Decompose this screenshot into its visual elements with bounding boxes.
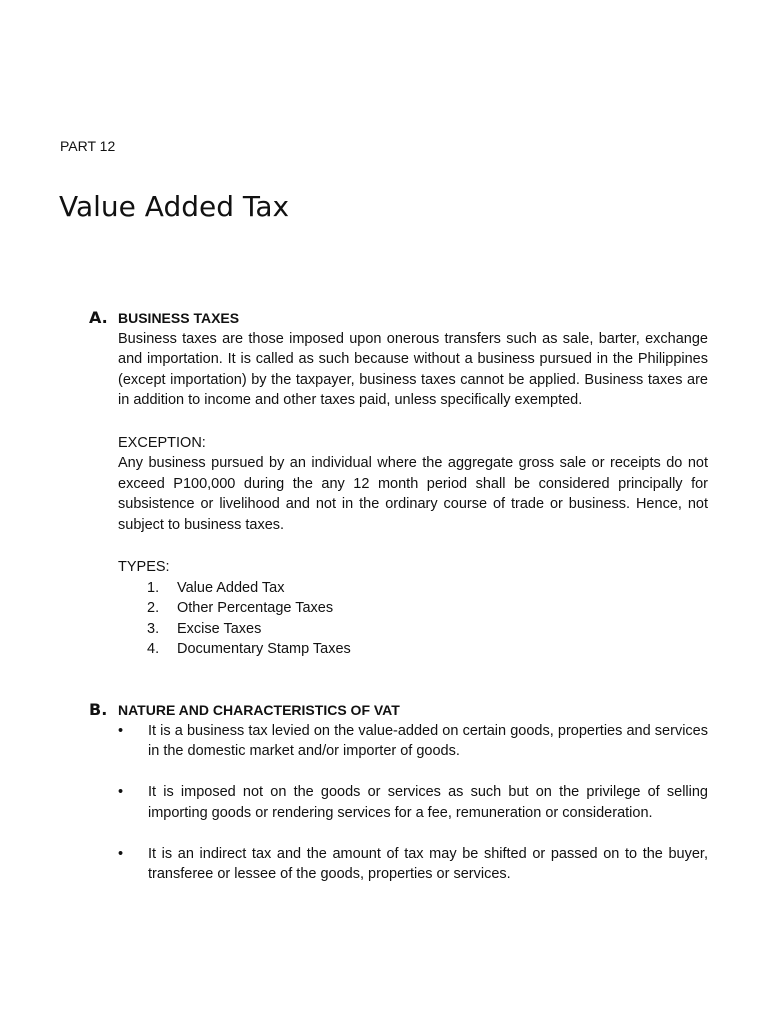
part-label: PART 12 — [60, 138, 116, 154]
list-item — [118, 782, 708, 823]
list-item — [118, 598, 708, 619]
business-taxes-paragraph: Business taxes are those imposed upon onerous transfers such as sale, barter, exchange and importation. It is called as such because without a business pursued in the Philippines (except importation) by the taxpayer, business taxes cannot be applied. Business taxes are in addition to income and other taxes paid, unless specifically exempted. — [118, 330, 708, 408]
section-letter: B. — [89, 700, 108, 719]
section-heading: BUSINESS TAXES — [118, 310, 240, 326]
types-list — [118, 578, 708, 660]
list-item — [118, 639, 708, 660]
list-item — [118, 721, 708, 762]
section-body — [118, 700, 708, 905]
list-item-number: 1. — [147, 579, 160, 596]
list-item-text: Other Percentage Taxes — [177, 600, 334, 616]
section-letter: A. — [89, 308, 108, 327]
bullet-icon: • — [118, 845, 124, 862]
section-body — [118, 308, 708, 660]
list-item-number: 2. — [147, 600, 160, 616]
list-item — [118, 619, 708, 640]
bullet-text: It is imposed not on the goods or services as such but on the privilege of selling importing goods or rendering services for a fee, remuneration or consideration. — [148, 784, 708, 821]
list-item-text: Documentary Stamp Taxes — [177, 641, 351, 657]
exception-label: EXCEPTION: — [118, 434, 206, 451]
exception-paragraph: Any business pursued by an individual where the aggregate gross sale or receipts do not exceed P100,000 during the any 12 month period shall be considered principally for subsistence or livelihood and not in the ordinary course of trade or business. Hence, not subject to business taxes. — [118, 455, 708, 533]
list-item — [118, 578, 708, 599]
section-heading: NATURE AND CHARACTERISTICS OF VAT — [118, 702, 400, 718]
bullet-icon: • — [118, 722, 124, 739]
types-label: TYPES: — [118, 559, 170, 575]
bullet-list — [118, 721, 708, 885]
bullet-icon: • — [118, 784, 124, 800]
bullet-text: It is a business tax levied on the value-added on certain goods, properties and services in the domestic market and/or importer of goods. — [148, 722, 708, 759]
list-item-number: 3. — [147, 620, 160, 637]
bullet-text: It is an indirect tax and the amount of tax may be shifted or passed on to the buyer, transferee or lessee of the goods, properties or services. — [148, 845, 708, 882]
list-item-text: Value Added Tax — [177, 579, 285, 596]
list-item — [118, 844, 708, 885]
list-item-text: Excise Taxes — [177, 620, 262, 637]
page-title: Value Added Tax — [59, 190, 290, 223]
list-item-number: 4. — [147, 641, 160, 657]
